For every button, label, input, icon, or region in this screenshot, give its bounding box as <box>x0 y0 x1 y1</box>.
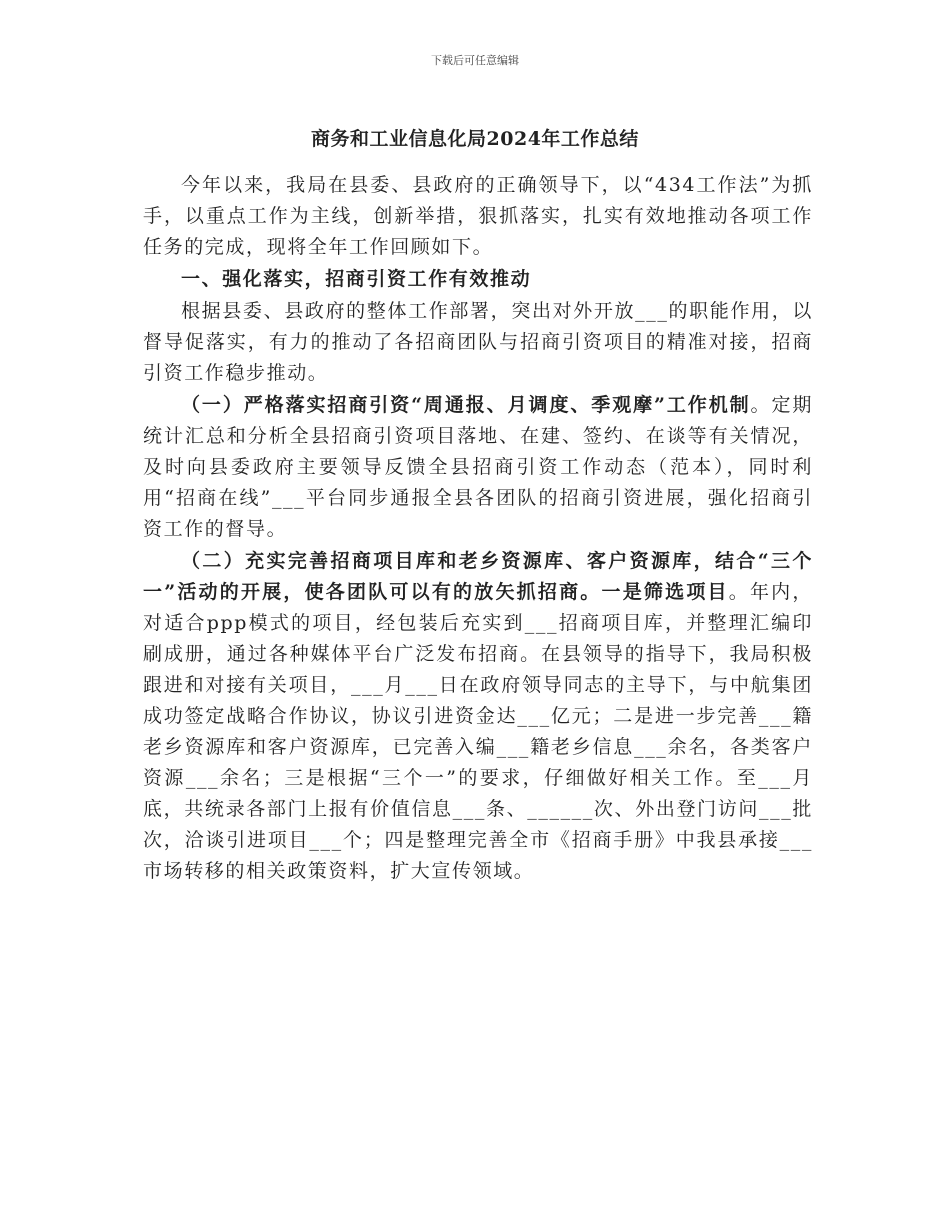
section-1-paragraph: 根据县委、县政府的整体工作部署，突出对外开放___的职能作用，以督导促落实，有力的推动了各招商团队与招商引资项目的精准对接，招商引资工作稳步推动。 <box>143 300 813 384</box>
item-2-text: 。年内，对适合ppp模式的项目，经包装后充实到___招商项目库，并整理汇编印刷成册，通过各种媒体平台广泛发布招商。在县领导的指导下，我局积极跟进和对接有关项目，___月___日在政府领导同志的主导下，与中航集团成功签定战略合作协议，协议引进资金达___亿元；二是进一步完善___籍老乡资源库和客户资源库，已完善入编___籍老乡信息___余名，各类客户资源___余名；三是根据“三个一”的要求，仔细做好相关工作。至___月底，共统录各部门上报有价值信息___条、______次、外出登门访问___批次，洽谈引进项目___个；四是整理完善全市《招商手册》中我县承接___市场转移的相关政策资料，扩大宣传领域。 <box>143 581 813 882</box>
document-title: 商务和工业信息化局2024年工作总结 <box>311 128 639 150</box>
page-header-note: 下载后可任意编辑 <box>431 54 519 67</box>
document-body <box>143 170 813 887</box>
section-1-heading: 一、强化落实，招商引资工作有效推动 <box>181 268 532 290</box>
item-1-paragraph <box>143 390 813 545</box>
item-2-paragraph <box>143 546 813 887</box>
item-2-lead: （二）充实完善招商项目库和老乡资源库、客户资源库，结合“三个一”活动的开展，使各团队可以有的放矢抓招商。一是筛选项目 <box>143 550 813 603</box>
item-1-lead: （一）严格落实招商引资“周通报、月调度、季观摩”工作机制 <box>181 394 751 416</box>
item-1-text: 。定期统计汇总和分析全县招商引资项目落地、在建、签约、在谈等有关情况，及时向县委政府主要领导反馈全县招商引资工作动态（范本），同时利用“招商在线”___平台同步通报全县各团队的招商引资进展，强化招商引资工作的督导。 <box>143 394 813 540</box>
intro-paragraph: 今年以来，我局在县委、县政府的正确领导下，以“434工作法”为抓手，以重点工作为主线，创新举措，狠抓落实，扎实有效地推动各项工作任务的完成，现将全年工作回顾如下。 <box>143 174 813 258</box>
